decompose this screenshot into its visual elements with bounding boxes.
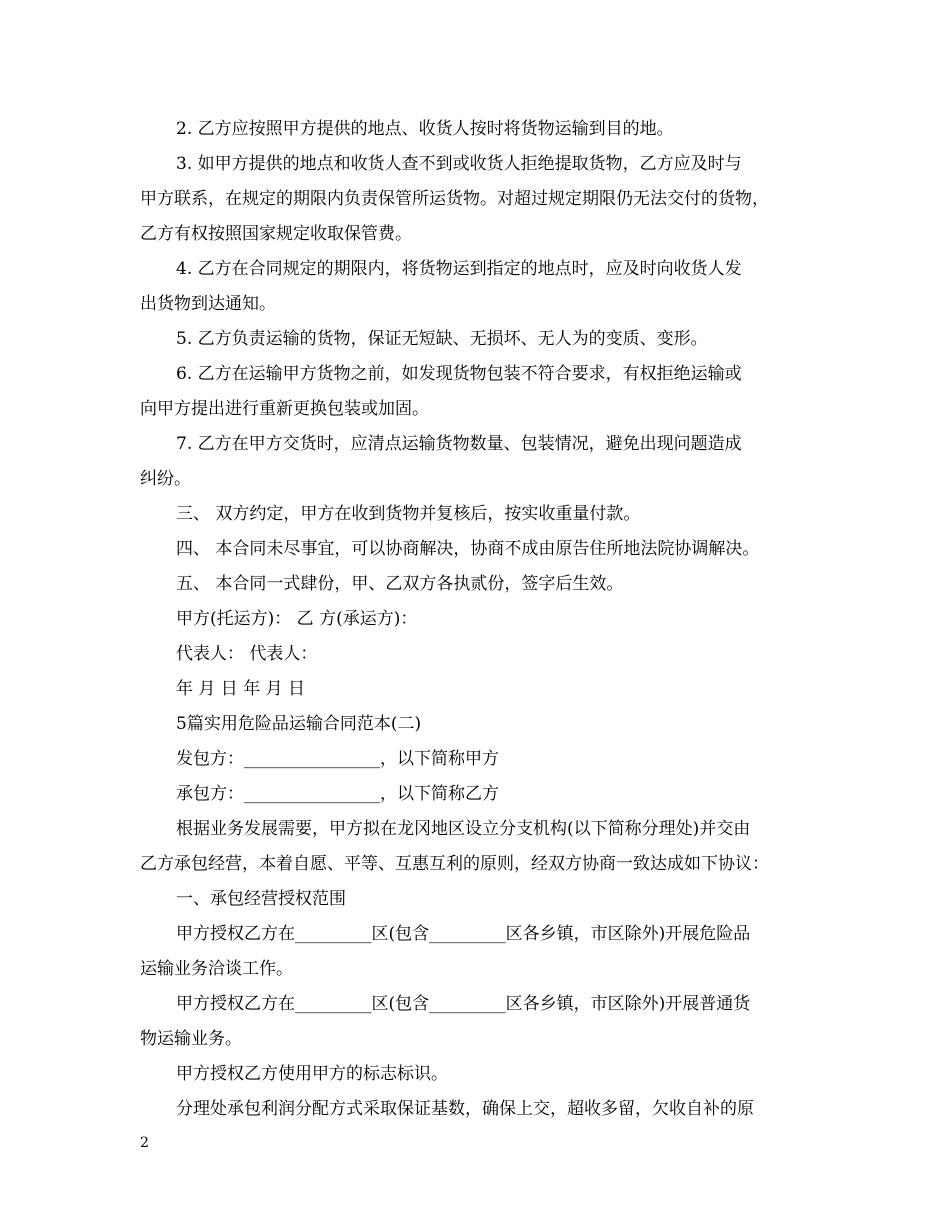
contract-party-line: 发包方：________________，以下简称甲方 <box>176 749 499 769</box>
section-heading: 一、承包经营授权范围 <box>176 889 346 909</box>
paragraph-line: 分理处承包利润分配方式采取保证基数，确保上交，超收多留，欠收自补的原 <box>176 1099 754 1119</box>
section-title: 5篇实用危险品运输合同范本(二) <box>176 714 422 734</box>
paragraph-line: 向甲方提出进行重新更换包装或加固。 <box>140 399 429 419</box>
paragraph-line: 7. 乙方在甲方交货时，应清点运输货物数量、包装情况，避免出现问题造成 <box>176 434 742 454</box>
contract-party-line: 承包方：________________，以下简称乙方 <box>176 784 499 804</box>
paragraph-line: 五、 本合同一式肆份，甲、乙双方各执贰份，签字后生效。 <box>176 574 624 594</box>
paragraph-line: 出货物到达通知。 <box>140 294 276 314</box>
paragraph-line: 物运输业务。 <box>140 1029 242 1049</box>
paragraph-line: 3. 如甲方提供的地点和收货人查不到或收货人拒绝提取货物，乙方应及时与 <box>176 154 742 174</box>
paragraph-line: 4. 乙方在合同规定的期限内，将货物运到指定的地点时，应及时向收货人发 <box>176 259 742 279</box>
paragraph-line: 甲方联系，在规定的期限内负责保管所运货物。对超过规定期限仍无法交付的货物， <box>140 189 769 209</box>
signature-representative-line: 代表人： 代表人： <box>176 644 318 664</box>
paragraph-line: 纠纷。 <box>140 469 191 489</box>
signature-date-line: 年 月 日 年 月 日 <box>176 679 306 699</box>
paragraph-line: 运输业务洽谈工作。 <box>140 959 293 979</box>
paragraph-line: 甲方授权乙方在_________区(包含_________区各乡镇，市区除外)开展普通货 <box>176 994 751 1014</box>
paragraph-line: 5. 乙方负责运输的货物，保证无短缺、无损坏、无人为的变质、变形。 <box>176 329 708 349</box>
document-body <box>140 112 820 1127</box>
paragraph-line: 四、 本合同未尽事宜，可以协商解决，协商不成由原告住所地法院协调解决。 <box>176 539 760 559</box>
paragraph-line: 根据业务发展需要，甲方拟在龙冈地区设立分支机构(以下简称分理处)并交由 <box>176 819 751 839</box>
page-number: 2 <box>140 1135 149 1151</box>
paragraph-line: 6. 乙方在运输甲方货物之前，如发现货物包装不符合要求，有权拒绝运输或 <box>176 364 742 384</box>
signature-party-line: 甲方(托运方)： 乙 方(承运方)： <box>176 609 418 629</box>
paragraph-line: 甲方授权乙方在_________区(包含_________区各乡镇，市区除外)开展危险品 <box>176 924 751 944</box>
paragraph-line: 三、 双方约定，甲方在收到货物并复核后，按实收重量付款。 <box>176 504 641 524</box>
paragraph-line: 甲方授权乙方使用甲方的标志标识。 <box>176 1064 448 1084</box>
paragraph-line: 2. 乙方应按照甲方提供的地点、收货人按时将货物运输到目的地。 <box>176 119 674 139</box>
paragraph-line: 乙方有权按照国家规定收取保管费。 <box>140 224 412 244</box>
paragraph-line: 乙方承包经营，本着自愿、平等、互惠互利的原则，经双方协商一致达成如下协议： <box>140 854 769 874</box>
